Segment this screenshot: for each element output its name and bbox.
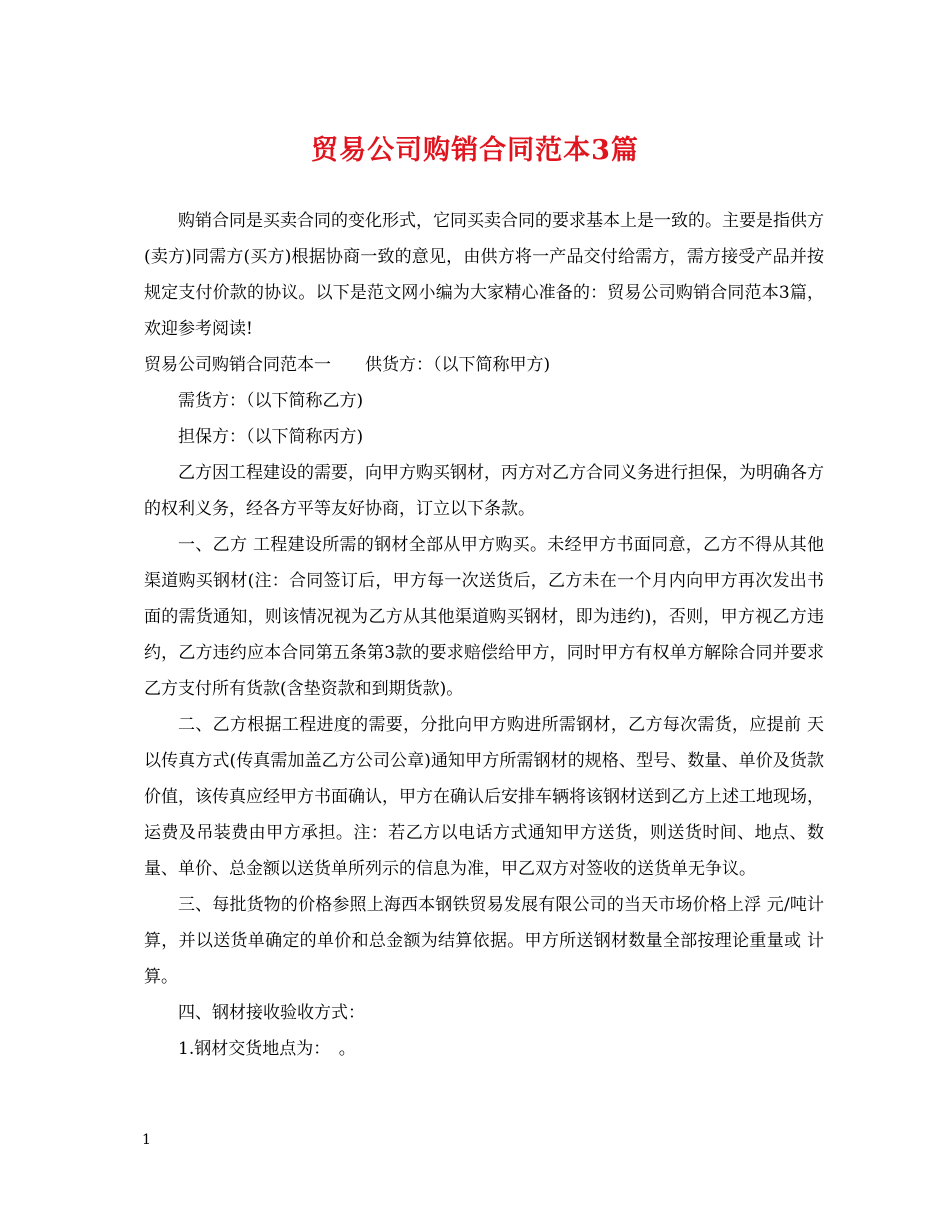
clause-1-paragraph: 一、乙方 工程建设所需的钢材全部从甲方购买。未经甲方书面同意，乙方不得从其他渠道购买钢材(注：合同签订后，甲方每一次送货后，乙方未在一个月内向甲方再次发出书面的需货通知，则该情况视为乙方从其他渠道购买钢材，即为违约)，否则，甲方视乙方违约，乙方违约应本合同第五条第3款的要求赔偿给甲方，同时甲方有权单方解除合同并要求乙方支付所有货款(含垫资款和到期货款)。	[144, 535, 824, 699]
document-body	[144, 203, 824, 1067]
clause-2-paragraph: 二、乙方根据工程进度的需要，分批向甲方购进所需钢材，乙方每次需货，应提前 天以传真方式(传真需加盖乙方公司公章)通知甲方所需钢材的规格、型号、数量、单价及货款价值，该传真应经甲方书面确认，甲方在确认后安排车辆将该钢材送到乙方上述工地现场，运费及吊装费由甲方承担。注：若乙方以电话方式通知甲方送货，则送货时间、地点、数量、单价、总金额以送货单所列示的信息为准，甲乙双方对签收的送货单无争议。	[144, 715, 824, 879]
preamble-paragraph: 乙方因工程建设的需要，向甲方购买钢材，丙方对乙方合同义务进行担保，为明确各方的权利义务，经各方平等友好协商，订立以下条款。	[144, 463, 824, 519]
document-title: 贸易公司购销合同范本3篇	[311, 135, 639, 166]
clause-4-item-1: 1.钢材交货地点为： 。	[178, 1039, 356, 1059]
guarantor-line: 担保方：（以下简称丙方)	[178, 427, 364, 447]
intro-paragraph: 购销合同是买卖合同的变化形式，它同买卖合同的要求基本上是一致的。主要是指供方(卖方)同需方(买方)根据协商一致的意见，由供方将一产品交付给需方，需方接受产品并按规定支付价款的协议。以下是范文网小编为大家精心准备的：贸易公司购销合同范本3篇，欢迎参考阅读!	[144, 211, 824, 339]
clause-3-paragraph: 三、每批货物的价格参照上海西本钢铁贸易发展有限公司的当天市场价格上浮 元/吨计算，并以送货单确定的单价和总金额为结算依据。甲方所送钢材数量全部按理论重量或 计算。	[144, 895, 824, 987]
contract-heading-line: 贸易公司购销合同范本一 供货方：（以下简称甲方)	[144, 355, 551, 375]
clause-4-heading: 四、钢材接收验收方式：	[178, 1003, 365, 1023]
page-number: 1	[142, 1132, 151, 1148]
buyer-line: 需货方：（以下简称乙方)	[178, 391, 364, 411]
